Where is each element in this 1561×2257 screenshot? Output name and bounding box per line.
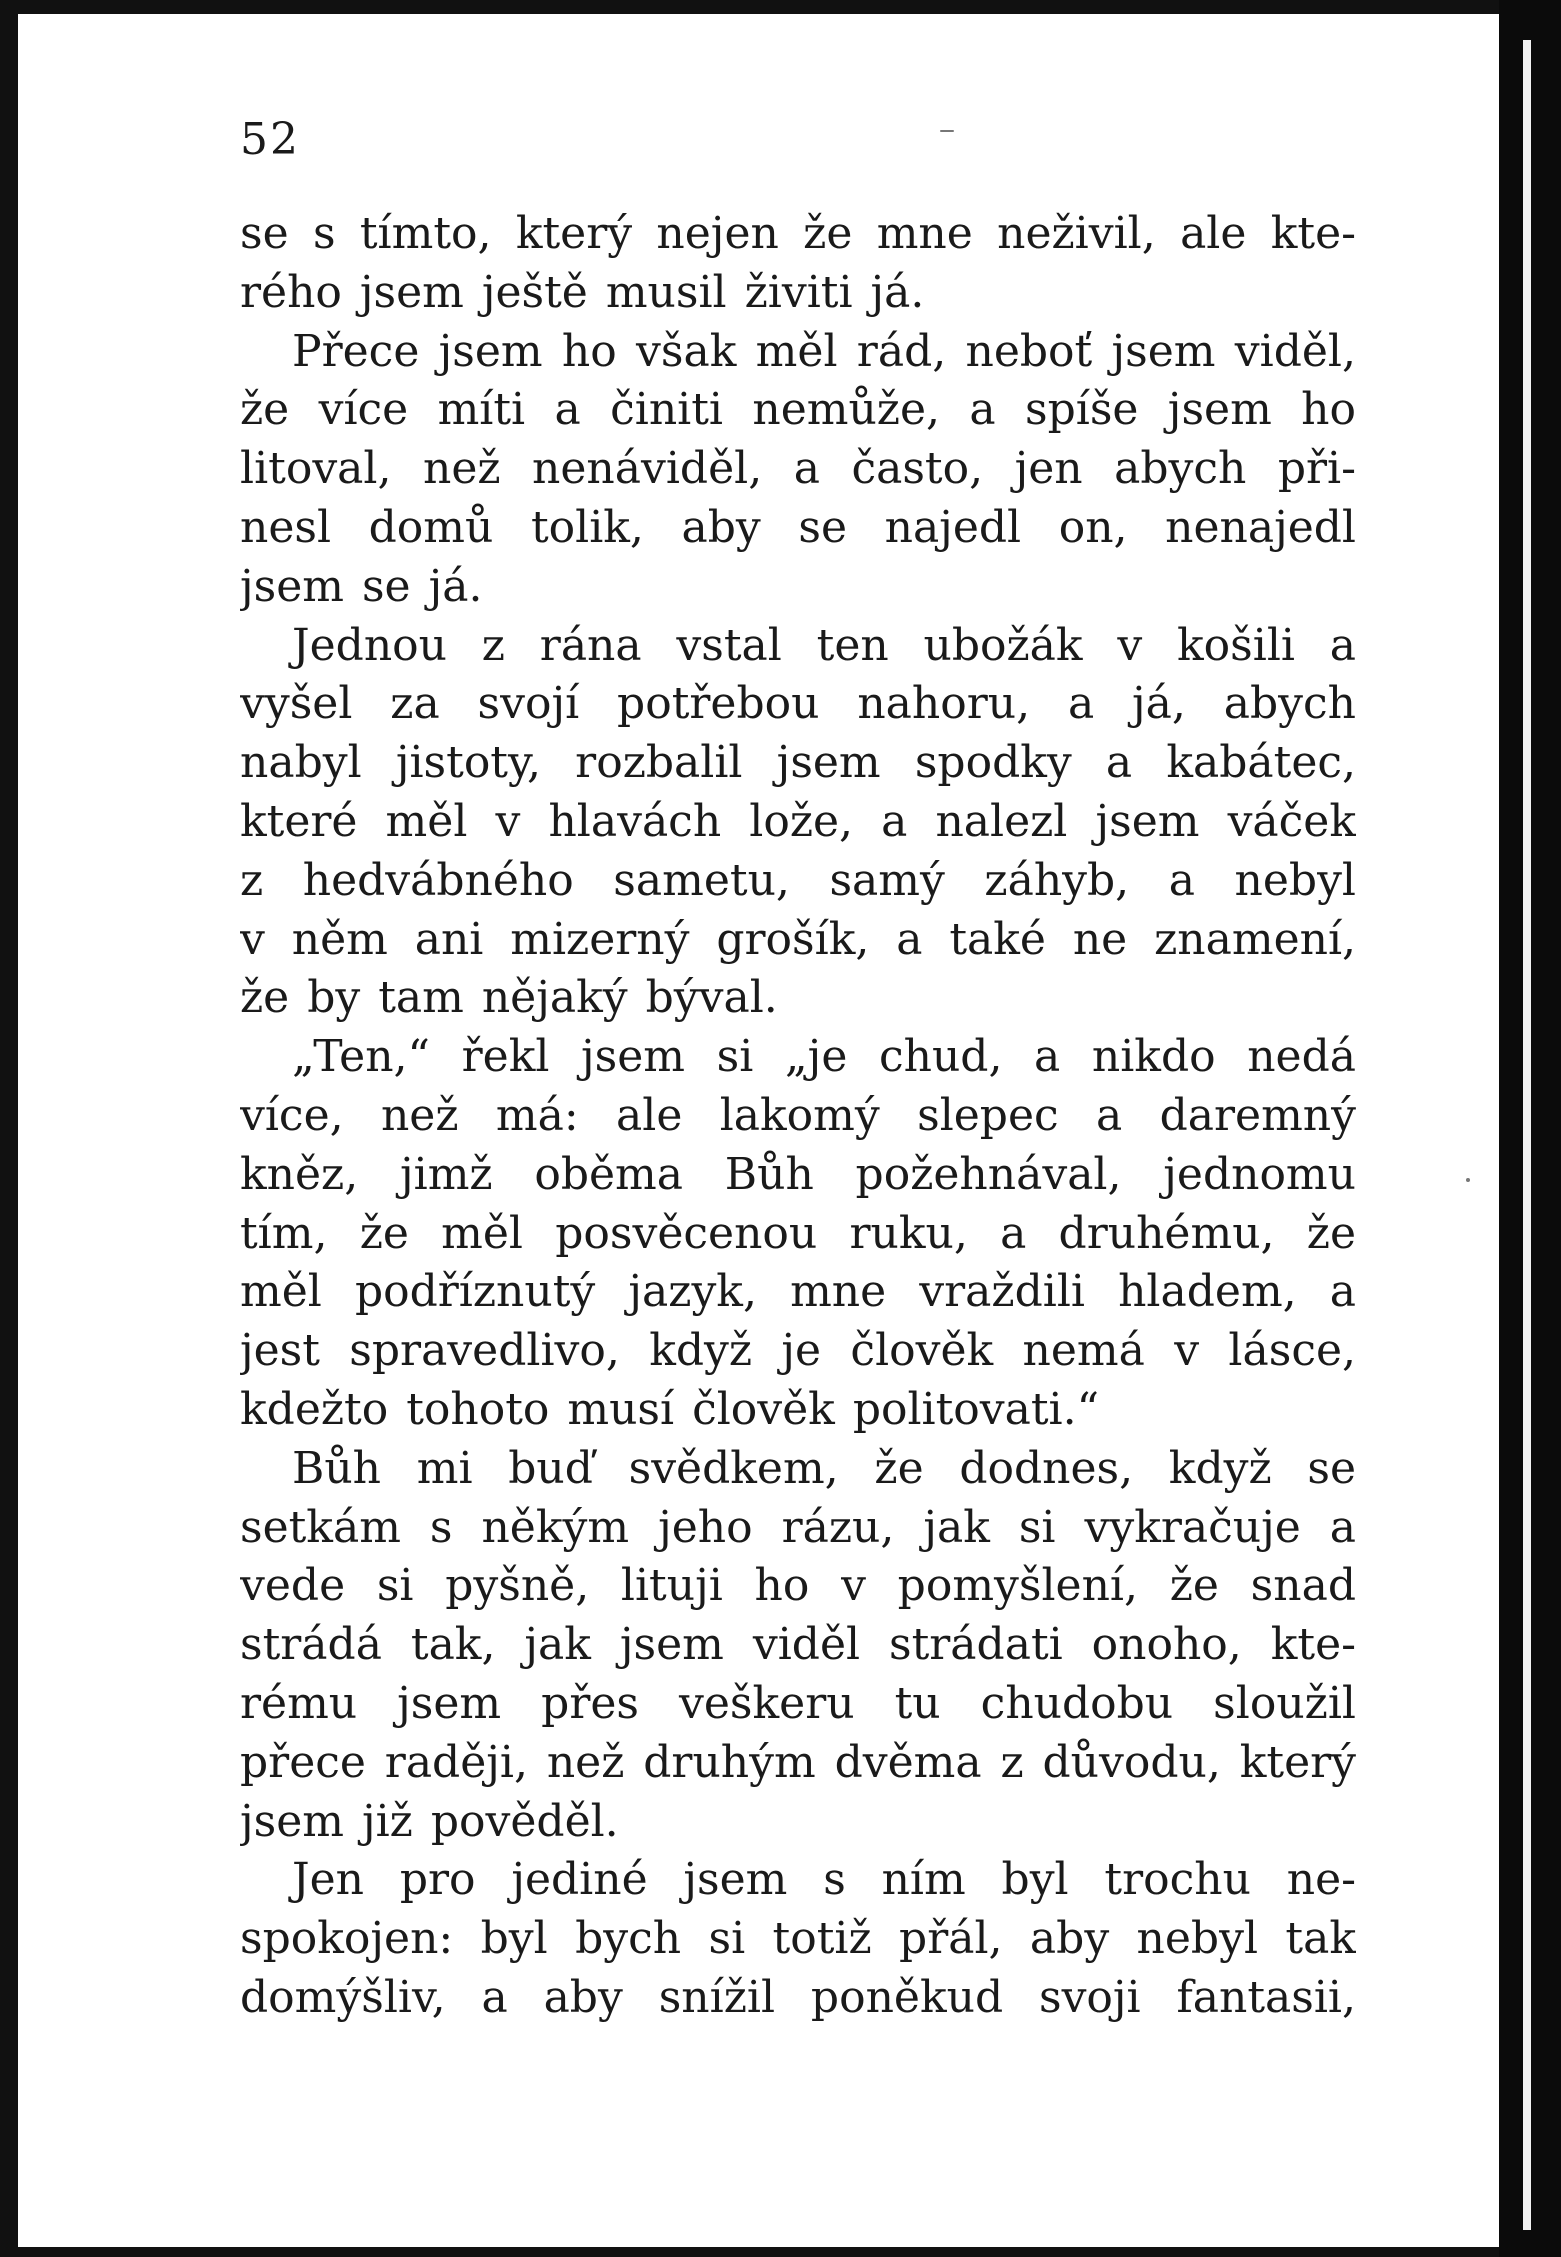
scan-speck — [1466, 1178, 1470, 1182]
text-line: litoval, než nenáviděl, a často, jen abych při- — [240, 443, 1356, 495]
text-line: měl podříznutý jazyk, mne vraždili hladem, a — [240, 1266, 1356, 1318]
text-line: rému jsem přes veškeru tu chudobu sloužil — [240, 1677, 1356, 1729]
text-line: jsem se já. — [240, 560, 483, 612]
text-line: setkám s někým jeho rázu, jak si vykračuje a — [240, 1501, 1356, 1553]
text-line: kdežto tohoto musí člověk politovati.“ — [240, 1383, 1100, 1435]
text-line: spokojen: byl bych si totiž přál, aby nebyl tak — [240, 1913, 1356, 1965]
text-line: které měl v hlavách lože, a nalezl jsem váček — [240, 795, 1356, 847]
text-line: jsem již pověděl. — [240, 1795, 619, 1847]
text-line: rého jsem ještě musil živiti já. — [240, 266, 925, 318]
text-line: jest spravedlivo, když je člověk nemá v lásce, — [240, 1325, 1356, 1377]
text-line: nesl domů tolik, aby se najedl on, nenajedl — [240, 501, 1356, 553]
text-line: „Ten,“ řekl jsem si „je chud, a nikdo nedá — [292, 1031, 1356, 1083]
text-line: Jednou z rána vstal ten ubožák v košili a — [292, 619, 1356, 671]
page-edge-strip — [1523, 40, 1531, 2230]
text-line: že by tam nějaký býval. — [240, 972, 778, 1024]
text-line: vede si pyšně, lituji ho v pomyšlení, že snad — [240, 1560, 1356, 1612]
text-line: více, než má: ale lakomý slepec a daremný — [240, 1089, 1356, 1141]
text-line: vyšel za svojí potřebou nahoru, a já, abych — [240, 678, 1356, 730]
text-line: Jen pro jediné jsem s ním byl trochu ne- — [292, 1854, 1356, 1906]
scan-speck — [940, 130, 954, 132]
text-line: kněz, jimž oběma Bůh požehnával, jednomu — [240, 1148, 1356, 1200]
text-line: Přece jsem ho však měl rád, neboť jsem viděl, — [292, 325, 1356, 377]
text-line: z hedvábného sametu, samý záhyb, a nebyl — [240, 854, 1356, 906]
text-line: tím, že měl posvěcenou ruku, a druhému, že — [240, 1207, 1356, 1259]
text-line: domýšliv, a aby snížil poněkud svoji fantasii, — [240, 1971, 1356, 2023]
text-line: strádá tak, jak jsem viděl strádati onoho, kte- — [240, 1619, 1356, 1671]
text-line: přece raději, než druhým dvěma z důvodu, který — [240, 1736, 1356, 1788]
text-line: se s tímto, který nejen že mne neživil, ale kte- — [240, 208, 1356, 259]
text-line: nabyl jistoty, rozbalil jsem spodky a kabátec, — [240, 737, 1356, 789]
text-line: Bůh mi buď svědkem, že dodnes, když se — [292, 1442, 1356, 1494]
body-text — [240, 205, 1356, 2028]
text-line: v něm ani mizerný grošík, a také ne znamení, — [240, 913, 1356, 965]
text-line: že více míti a činiti nemůže, a spíše jsem ho — [240, 384, 1356, 436]
page-number: 52 — [240, 114, 300, 165]
